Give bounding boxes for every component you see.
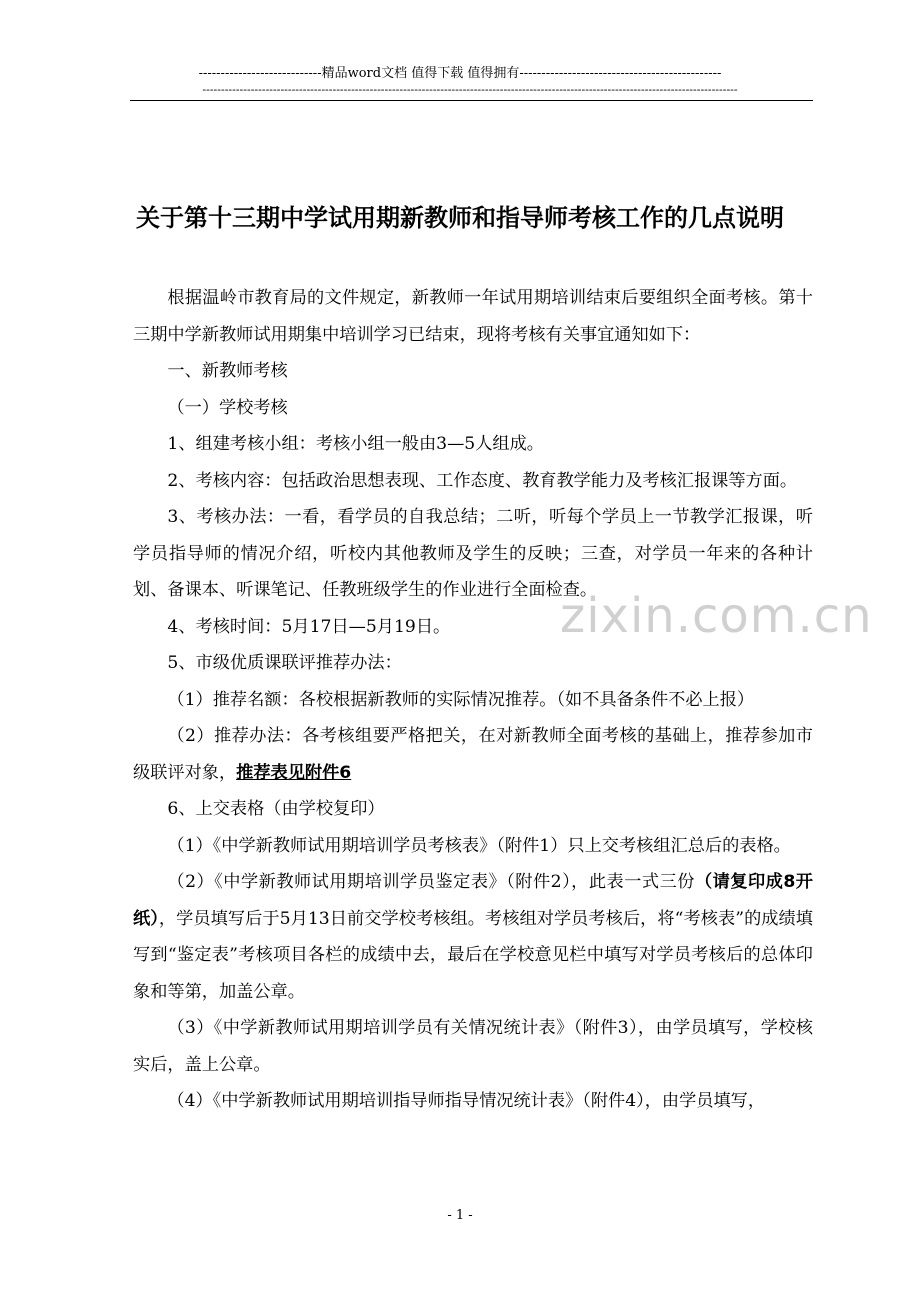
item-6-2	[133, 864, 813, 1010]
heading-new-teacher: 一、新教师考核	[167, 361, 288, 381]
item-6-3: （3）《中学新教师试用期培训学员有关情况统计表》（附件3），由学员填写，学校核实后，盖上公章。	[133, 1018, 813, 1075]
page-number: - 1 -	[447, 1208, 473, 1223]
document-body	[133, 280, 813, 1120]
item-6-4: （4）《中学新教师试用期培训指导师指导情况统计表》（附件4），由学员填写，	[167, 1091, 766, 1111]
item-6: 6、上交表格（由学校复印）	[167, 799, 385, 819]
item-1: 1、组建考核小组：考核小组一般由3—5人组成。	[167, 434, 544, 454]
item-6-1: （1）《中学新教师试用期培训学员考核表》（附件1）只上交考核组汇总后的表格。	[167, 835, 791, 856]
item-3: 3、考核办法：一看，看学员的自我总结；二听，听每个学员上一节教学汇报课，听学员指导师的情况介绍，听校内其他教师及学生的反映；三查，对学员一年来的各种计划、备课本、听课笔记、任教班级学生的作业进行全面检查。	[133, 507, 813, 600]
item-6-2-bold-note: （请复印成8开纸）	[133, 872, 813, 929]
item-6-2-text-c: ，学员填写后于5月13日前交学校考核组。考核组对学员考核后，将“考核表”的成绩填写到“鉴定表”考核项目各栏的成绩中去，最后在学校意见栏中填写对学员考核后的总体印象和等第，加盖公章。	[133, 908, 813, 1002]
header-rule	[130, 100, 813, 101]
page-header-text: ----------------------------精品word文档 值得下载 值得拥有----------------------------------------------	[198, 66, 722, 81]
item-5: 5、市级优质课联评推荐办法：	[167, 653, 402, 673]
attachment-6-link: 推荐表见附件6	[236, 762, 352, 783]
document-title: 关于第十三期中学试用期新教师和指导师考核工作的几点说明	[136, 204, 784, 232]
subheading-school-assessment: （一）学校考核	[167, 397, 288, 418]
item-5-2-text: （2）推荐办法：各考核组要严格把关，在对新教师全面考核的基础上，推荐参加市级联评对象，	[133, 726, 813, 783]
item-6-2-text-a: （2）《中学新教师试用期培训学员鉴定表》（附件2），此表一式三份	[167, 872, 695, 892]
item-5-1: （1）推荐名额：各校根据新教师的实际情况推荐。（如不具备条件不必上报）	[167, 689, 755, 710]
item-4: 4、考核时间：5月17日—5月19日。	[167, 616, 451, 637]
watermark: zixin.com.cn	[560, 588, 873, 644]
item-5-2	[133, 718, 813, 791]
page-header-dashes: ------------------------------------------------------------------------------------------------------------------------------------------------	[202, 84, 738, 96]
item-2: 2、考核内容：包括政治思想表现、工作态度、教育教学能力及考核汇报课等方面。	[167, 470, 798, 491]
paragraph-intro: 根据温岭市教育局的文件规定，新教师一年试用期培训结束后要组织全面考核。第十三期中学新教师试用期集中培训学习已结束，现将考核有关事宜通知如下：	[133, 288, 813, 345]
